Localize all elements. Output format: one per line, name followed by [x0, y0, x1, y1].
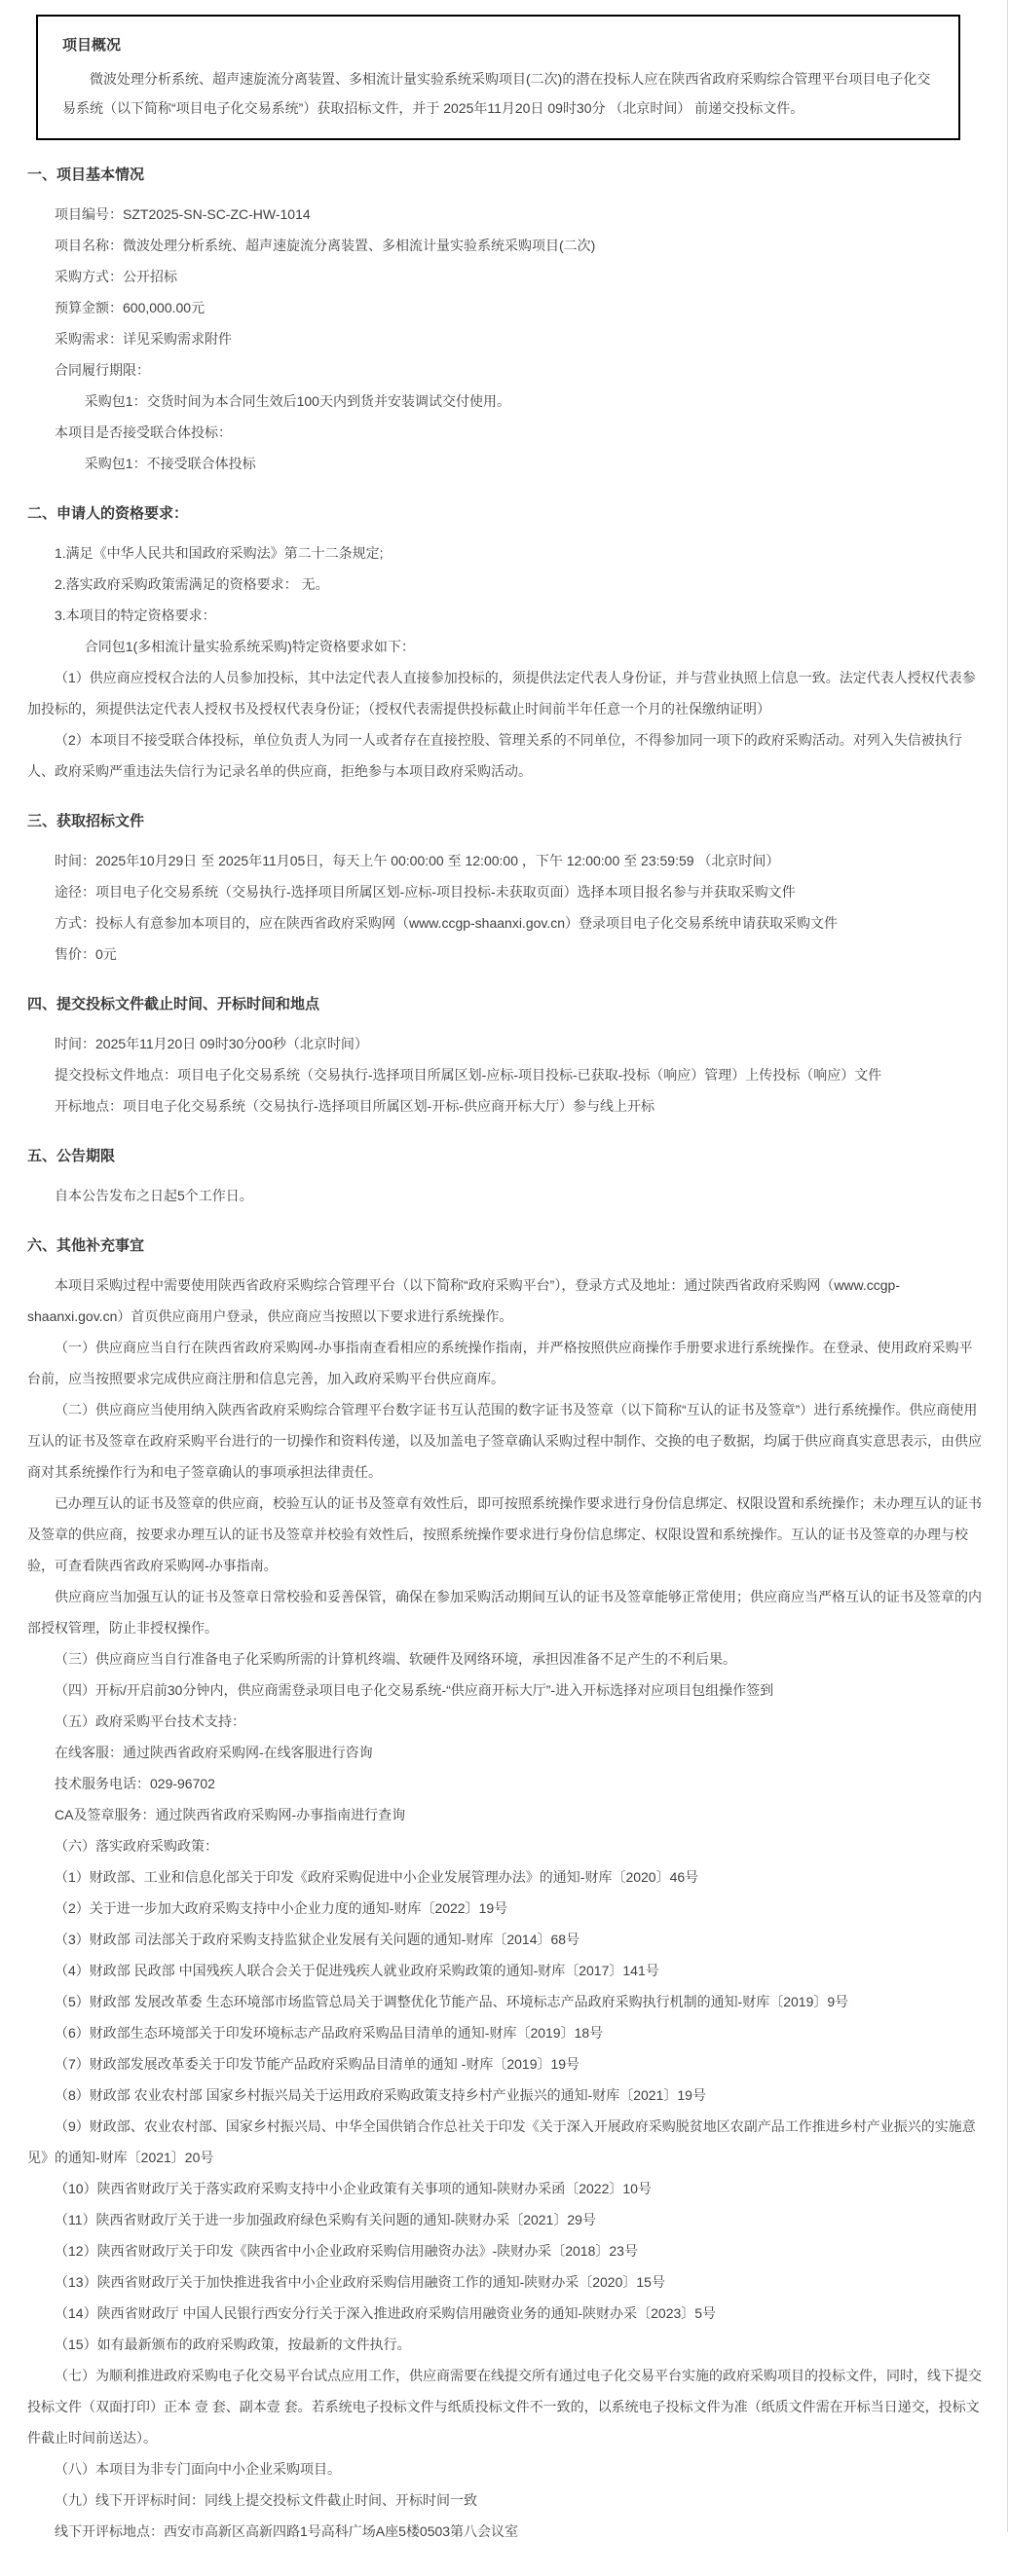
doc-line: 时间：2025年10月29日 至 2025年11月05日，每天上午 00:00:00 至 12:00:00 ，下午 12:00:00 至 23:59:59 （北京时间）: [55, 853, 780, 868]
doc-line: （12）陕西省财政厅关于印发《陕西省中小企业政府采购信用融资办法》-陕财办采〔2018〕23号: [55, 2243, 638, 2259]
doc-line: （9）财政部、农业农村部、国家乡村振兴局、中华全国供销合作总社关于印发《关于深入开展政府采购脱贫地区农副产品工作推进乡村产业振兴的实施意见》的通知-财库〔2021〕20号: [27, 2118, 976, 2165]
doc-line: 项目名称：微波处理分析系统、超声速旋流分离装置、多相流计量实验系统采购项目(二次): [55, 238, 596, 253]
doc-line: （八）本项目为非专门面向中小企业采购项目。: [55, 2461, 341, 2477]
doc-line: 3.本项目的特定资格要求：: [55, 607, 216, 623]
doc-line: 采购方式：公开招标: [55, 269, 177, 284]
doc-line: （2）本项目不接受联合体投标，单位负责人为同一人或者存在直接控股、管理关系的不同单位，不得参加同一项下的政府采购活动。对列入失信被执行人、政府采购严重违法失信行为记录名单的供应商，拒绝参与本项目政府采购活动。: [27, 732, 962, 779]
doc-line: 1.满足《中华人民共和国政府采购法》第二十二条规定;: [55, 545, 384, 561]
section-heading: 四、提交投标文件截止时间、开标时间和地点: [27, 996, 320, 1012]
doc-line: （二）供应商应当使用纳入陕西省政府采购综合管理平台数字证书互认范围的数字证书及签章（以下简称“互认的证书及签章”）进行系统操作。供应商使用互认的证书及签章在政府采购平台进行的一切操作和资料传递，以及加盖电子签章确认采购过程中制作、交换的电子数据，均属于供应商真实意思表示，由供应商对其系统操作行为和电子签章确认的事项承担法律责任。: [27, 1402, 982, 1480]
doc-line: 本项目是否接受联合体投标：: [55, 424, 232, 440]
doc-line: 提交投标文件地点：项目电子化交易系统（交易执行-选择项目所属区划-应标-项目投标-已获取-投标（响应）管理）上传投标（响应）文件: [55, 1067, 882, 1083]
doc-line: CA及签章服务：通过陕西省政府采购网-办事指南进行查询: [55, 1807, 406, 1822]
section-heading: 二、申请人的资格要求：: [27, 505, 189, 522]
doc-line: 采购包1：不接受联合体投标: [84, 456, 256, 471]
doc-line: 供应商应当加强互认的证书及签章日常校验和妥善保管，确保在参加采购活动期间互认的证书及签章能够正常使用；供应商应当严格互认的证书及签章的内部授权管理，防止非授权操作。: [27, 1589, 982, 1636]
doc-line: 时间：2025年11月20日 09时30分00秒（北京时间）: [55, 1036, 368, 1051]
doc-line: （6）财政部生态环境部关于印发环境标志产品政府采购品目清单的通知-财库〔2019〕18号: [55, 2025, 604, 2041]
doc-line: （15）如有最新颁布的政府采购政策，按最新的文件执行。: [55, 2337, 411, 2352]
doc-line: 已办理互认的证书及签章的供应商，校验互认的证书及签章有效性后，即可按照系统操作要求进行身份信息绑定、权限设置和系统操作；未办理互认的证书及签章的供应商，按要求办理互认的证书及签章并校验有效性后，按照系统操作要求进行身份信息绑定、权限设置和系统操作。互认的证书及签章的办理与校验，可查看陕西省政府采购网-办事指南。: [27, 1495, 982, 1573]
doc-line: （五）政府采购平台技术支持：: [55, 1713, 245, 1729]
doc-line: （8）财政部 农业农村部 国家乡村振兴局关于运用政府采购政策支持乡村产业振兴的通知-财库〔2021〕19号: [55, 2087, 706, 2103]
doc-line: 合同包1(多相流计量实验系统采购)特定资格要求如下：: [84, 639, 415, 654]
doc-line: （14）陕西省财政厅 中国人民银行西安分行关于深入推进政府采购信用融资业务的通知-陕财办采〔2023〕5号: [55, 2305, 717, 2321]
doc-line: 项目编号：SZT2025-SN-SC-ZC-HW-1014: [55, 206, 311, 222]
doc-line: 技术服务电话：029-96702: [55, 1776, 215, 1791]
doc-line: 合同履行期限：: [55, 362, 150, 378]
doc-line: 线下开评标地点：西安市高新区高新四路1号高科广场A座5楼0503第八会议室: [55, 2523, 519, 2539]
project-overview-box: [36, 15, 960, 140]
section-heading: 六、其他补充事宜: [27, 1237, 145, 1254]
doc-line: （10）陕西省财政厅关于落实政府采购支持中小企业政策有关事项的通知-陕财办采函〔2022〕10号: [55, 2181, 652, 2196]
doc-line: 方式：投标人有意参加本项目的，应在陕西省政府采购网（www.ccgp-shaanxi.gov.cn）登录项目电子化交易系统申请获取采购文件: [55, 915, 839, 931]
doc-line: 采购需求：详见采购需求附件: [55, 331, 232, 347]
doc-line: 在线客服：通过陕西省政府采购网-在线客服进行咨询: [55, 1745, 373, 1760]
doc-line: 2.落实政府采购政策需满足的资格要求： 无。: [55, 576, 329, 592]
doc-line: （一）供应商应当自行在陕西省政府采购网-办事指南查看相应的系统操作指南，并严格按照供应商操作手册要求进行系统操作。在登录、使用政府采购平台前，应当按照要求完成供应商注册和信息完善，加入政府采购平台供应商库。: [27, 1340, 973, 1386]
sections: [27, 166, 982, 2547]
section-heading: 三、获取招标文件: [27, 813, 145, 829]
doc-line: （13）陕西省财政厅关于加快推进我省中小企业政府采购信用融资工作的通知-陕财办采〔2020〕15号: [55, 2274, 665, 2290]
doc-line: 途径：项目电子化交易系统（交易执行-选择项目所属区划-应标-项目投标-未获取页面）选择本项目报名参与并获取采购文件: [55, 884, 796, 900]
doc-line: 自本公告发布之日起5个工作日。: [55, 1188, 253, 1203]
doc-line: （四）开标/开启前30分钟内，供应商需登录项目电子化交易系统-“供应商开标大厅”-进入开标选择对应项目包组操作签到: [55, 1682, 774, 1698]
doc-line: （3）财政部 司法部关于政府采购支持监狱企业发展有关问题的通知-财库〔2014〕68号: [55, 1932, 580, 1947]
doc-line: 本项目采购过程中需要使用陕西省政府采购综合管理平台（以下简称“政府采购平台”），登录方式及地址：通过陕西省政府采购网（www.ccgp-shaanxi.gov.cn）首页供应商用户登录，供应商应当按照以下要求进行系统操作。: [27, 1277, 901, 1324]
doc-line: （11）陕西省财政厅关于进一步加强政府绿色采购有关问题的通知-陕财办采〔2021〕29号: [55, 2212, 596, 2227]
doc-line: （七）为顺利推进政府采购电子化交易平台试点应用工作，供应商需要在线提交所有通过电子化交易平台实施的政府采购项目的投标文件，同时，线下提交投标文件（双面打印）正本 壹 套、副本壹 套。若系统电子投标文件与纸质投标文件不一致的，以系统电子投标文件为准（纸质文件需在开标当日递交，投标文件截止时间前送达）。: [27, 2368, 982, 2446]
section-heading: 一、项目基本情况: [27, 166, 145, 183]
doc-line: 采购包1：交货时间为本合同生效后100天内到货并安装调试交付使用。: [84, 393, 510, 409]
doc-line: （1）供应商应授权合法的人员参加投标，其中法定代表人直接参加投标的，须提供法定代表人身份证，并与营业执照上信息一致。法定代表人授权代表参加投标的，须提供法定代表人授权书及授权代表身份证；（授权代表需提供投标截止时间前半年任意一个月的社保缴纳证明）: [27, 670, 976, 717]
doc-line: 开标地点：项目电子化交易系统（交易执行-选择项目所属区划-开标-供应商开标大厅）参与线上开标: [55, 1098, 654, 1114]
doc-line: （7）财政部发展改革委关于印发节能产品政府采购品目清单的通知 -财库〔2019〕19号: [55, 2056, 580, 2072]
doc-line: （2）关于进一步加大政府采购支持中小企业力度的通知-财库〔2022〕19号: [55, 1900, 508, 1916]
overview-body: 微波处理分析系统、超声速旋流分离装置、多相流计量实验系统采购项目(二次)的潜在投标人应在陕西省政府采购综合管理平台项目电子化交易系统（以下简称“项目电子化交易系统”）获取招标文件，并于 2025年11月20日 09时30分 （北京时间） 前递交投标文件。: [62, 71, 931, 116]
doc-line: 预算金额：600,000.00元: [55, 300, 206, 315]
overview-title: 项目概况: [62, 37, 122, 54]
doc-line: （5）财政部 发展改革委 生态环境部市场监管总局关于调整优化节能产品、环境标志产品政府采购执行机制的通知-财库〔2019〕9号: [55, 1994, 849, 2009]
doc-line: （六）落实政府采购政策：: [55, 1838, 218, 1854]
page-right-edge-line: [1007, 0, 1008, 2532]
doc-line: （1）财政部、工业和信息化部关于印发《政府采购促进中小企业发展管理办法》的通知-财库〔2020〕46号: [55, 1869, 699, 1885]
doc-line: （九）线下开评标时间：同线上提交投标文件截止时间、开标时间一致: [55, 2492, 477, 2508]
doc-line: （三）供应商应当自行准备电子化采购所需的计算机终端、软硬件及网络环境，承担因准备不足产生的不利后果。: [55, 1651, 736, 1667]
doc-line: （4）财政部 民政部 中国残疾人联合会关于促进残疾人就业政府采购政策的通知-财库〔2017〕141号: [55, 1963, 659, 1978]
section-heading: 五、公告期限: [27, 1148, 116, 1164]
doc-line: 售价：0元: [55, 946, 117, 962]
